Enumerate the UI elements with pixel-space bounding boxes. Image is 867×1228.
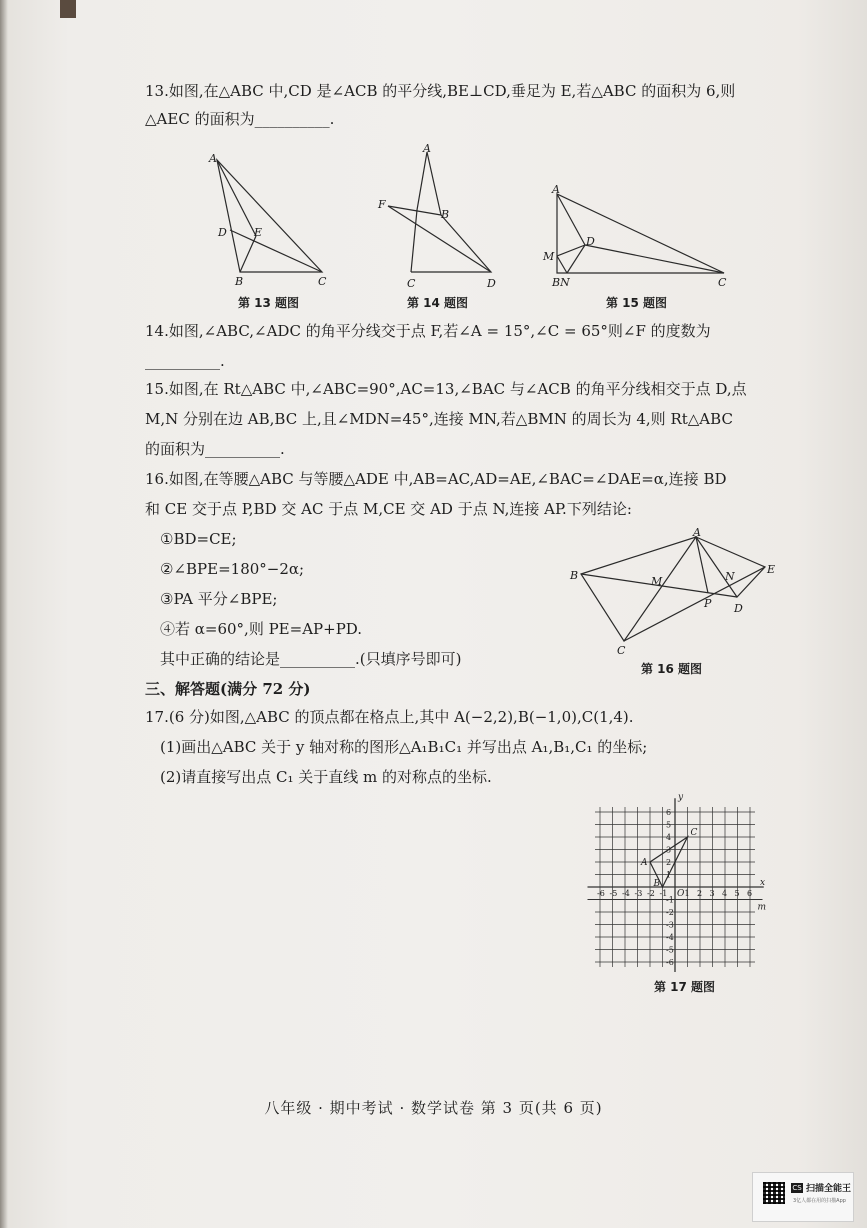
scanner-watermark bbox=[752, 1172, 854, 1222]
q16-text-line1: 16.如图,在等腰△ABC 与等腰△ADE 中,AB=AC,AD=AE,∠BAC=∠DAE=α,连接 BD bbox=[145, 470, 727, 488]
x-tick-label: 3 bbox=[709, 889, 715, 898]
axis-label-y: y bbox=[678, 792, 684, 803]
q13-text-line2: △AEC 的面积为__________. bbox=[145, 110, 335, 128]
q16-item-3: ③PA 平分∠BPE; bbox=[160, 590, 278, 608]
axis-label-x: x bbox=[760, 878, 766, 888]
q15-text-line1: 15.如图,在 Rt△ABC 中,∠ABC=90°,AC=13,∠BAC 与∠ACB 的角平分线相交于点 D,点 bbox=[145, 380, 747, 398]
fig15-triangle-abc bbox=[557, 194, 724, 273]
fig15-bisector-cd bbox=[585, 245, 724, 273]
scanner-subtitle: 3亿人都在用的扫描App bbox=[793, 1198, 846, 1204]
x-tick-label: 6 bbox=[747, 889, 753, 898]
figure-17-grid bbox=[597, 792, 780, 975]
fig15-label-c: C bbox=[718, 276, 727, 289]
q16-conclusion: 其中正确的结论是__________.(只填序号即可) bbox=[160, 650, 462, 668]
x-tick-label: -5 bbox=[609, 889, 618, 898]
fig13-perpendicular-be bbox=[240, 236, 256, 272]
fig14-caption: 第 14 题图 bbox=[407, 296, 469, 310]
fig13-label-b: B bbox=[235, 275, 244, 288]
section-3-heading: 三、解答题(满分 72 分) bbox=[145, 680, 311, 698]
y-tick-label: -1 bbox=[666, 895, 674, 905]
fig14-label-c: C bbox=[407, 277, 416, 290]
fig13-bisector-cd bbox=[230, 230, 322, 272]
fig14-segment-fd bbox=[388, 206, 491, 272]
y-tick-label: 5 bbox=[666, 820, 672, 830]
figure-13 bbox=[200, 148, 340, 288]
point-label-a: A bbox=[641, 858, 648, 868]
x-tick-label: -3 bbox=[634, 889, 643, 898]
page-footer: 八年级 · 期中考试 · 数学试卷 第 3 页(共 6 页) bbox=[264, 1099, 603, 1117]
y-tick-label: -6 bbox=[666, 958, 674, 967]
fig16-label-d: D bbox=[734, 602, 743, 615]
q17-sub1: (1)画出△ABC 关于 y 轴对称的图形△A₁B₁C₁ 并写出点 A₁,B₁,C₁ 的坐标; bbox=[160, 738, 648, 756]
y-tick-label: -5 bbox=[666, 945, 674, 955]
binding-strip bbox=[60, 0, 76, 18]
fig16-label-e: E bbox=[767, 563, 776, 576]
y-tick-label: -2 bbox=[666, 908, 674, 917]
q16-item-2: ②∠BPE=180°−2α; bbox=[160, 560, 305, 578]
x-tick-label: 2 bbox=[697, 889, 703, 898]
q15-text-line3: 的面积为__________. bbox=[145, 440, 285, 458]
fig13-triangle-abc bbox=[217, 160, 322, 272]
fig16-label-m: M bbox=[651, 575, 663, 588]
q17-text-line1: 17.(6 分)如图,△ABC 的顶点都在格点上,其中 A(−2,2),B(−1,0),C(1,4). bbox=[145, 708, 634, 726]
figure-15 bbox=[540, 182, 740, 290]
fig15-label-bn: BN bbox=[552, 276, 570, 289]
fig15-segment-mn bbox=[557, 256, 567, 273]
qr-code-icon bbox=[763, 1182, 785, 1204]
fig13-caption: 第 13 题图 bbox=[238, 296, 300, 310]
x-tick-label: -2 bbox=[647, 889, 655, 898]
fig16-label-a: A bbox=[693, 526, 701, 539]
q16-item-4: ④若 α=60°,则 PE=AP+PD. bbox=[160, 620, 363, 638]
fig16-segment-ce bbox=[624, 567, 765, 641]
fig13-label-a: A bbox=[209, 152, 217, 165]
y-tick-label: -4 bbox=[666, 933, 674, 942]
x-tick-label: -6 bbox=[597, 889, 605, 898]
q16-text-line2: 和 CE 交于点 P,BD 交 AC 于点 M,CE 交 AD 于点 N,连接 AP.下列结论: bbox=[145, 500, 632, 518]
fig15-label-m: M bbox=[543, 250, 555, 263]
fig15-bisector-ad bbox=[557, 194, 585, 245]
x-tick-label: 1 bbox=[684, 889, 690, 898]
fig16-label-c: C bbox=[617, 644, 626, 657]
x-tick-label: -4 bbox=[622, 889, 630, 898]
fig16-label-p: P bbox=[704, 597, 712, 610]
x-tick-label: 5 bbox=[734, 889, 740, 898]
fig15-segment-nd bbox=[567, 245, 585, 273]
fig15-label-d: D bbox=[586, 235, 595, 248]
q13-text-line1: 13.如图,在△ABC 中,CD 是∠ACB 的平分线,BE⊥CD,垂足为 E,若△ABC 的面积为 6,则 bbox=[145, 82, 736, 100]
fig14-label-b: B bbox=[441, 208, 450, 221]
point-label-b: B bbox=[653, 879, 661, 889]
fig15-caption: 第 15 题图 bbox=[606, 296, 668, 310]
y-tick-label: 6 bbox=[666, 808, 672, 817]
scanner-title: 扫描全能王 bbox=[806, 1184, 852, 1194]
fig13-label-e: E bbox=[254, 226, 263, 239]
fig14-label-d: D bbox=[487, 277, 496, 290]
x-tick-label: 4 bbox=[722, 889, 728, 898]
figure-16 bbox=[565, 528, 780, 656]
point-label-c: C bbox=[690, 828, 698, 838]
figure-14 bbox=[375, 140, 510, 290]
fig16-label-b: B bbox=[570, 569, 579, 582]
y-tick-label: 1 bbox=[666, 870, 672, 880]
fig14-label-f: F bbox=[378, 198, 386, 211]
fig16-caption: 第 16 题图 bbox=[641, 662, 703, 676]
fig13-label-c: C bbox=[318, 275, 327, 288]
fig13-segment-ae bbox=[217, 160, 256, 236]
y-tick-label: -3 bbox=[666, 920, 674, 930]
y-tick-label: 3 bbox=[666, 845, 672, 855]
fig15-label-a: A bbox=[552, 183, 560, 196]
x-tick-label: -1 bbox=[659, 889, 668, 898]
fig17-caption: 第 17 题图 bbox=[654, 980, 716, 994]
y-tick-label: 4 bbox=[666, 833, 672, 842]
fig13-label-d: D bbox=[218, 226, 227, 239]
q14-text-line1: 14.如图,∠ABC,∠ADC 的角平分线交于点 F,若∠A = 15°,∠C = 65°则∠F 的度数为 bbox=[145, 322, 711, 340]
fig14-label-a: A bbox=[423, 142, 431, 155]
q17-sub2: (2)请直接写出点 C₁ 关于直线 m 的对称点的坐标. bbox=[160, 768, 492, 786]
q15-text-line2: M,N 分别在边 AB,BC 上,且∠MDN=45°,连接 MN,若△BMN 的周长为 4,则 Rt△ABC bbox=[145, 410, 733, 428]
scanner-logo-icon: CS bbox=[792, 1184, 802, 1192]
page-edge-shadow bbox=[0, 0, 8, 1228]
y-tick-label: 2 bbox=[666, 858, 672, 867]
q16-item-1: ①BD=CE; bbox=[160, 530, 237, 548]
origin-label: O bbox=[677, 889, 685, 899]
q14-text-line2: __________. bbox=[145, 352, 225, 370]
fig16-label-n: N bbox=[725, 570, 735, 583]
line-label-m: m bbox=[757, 902, 767, 913]
